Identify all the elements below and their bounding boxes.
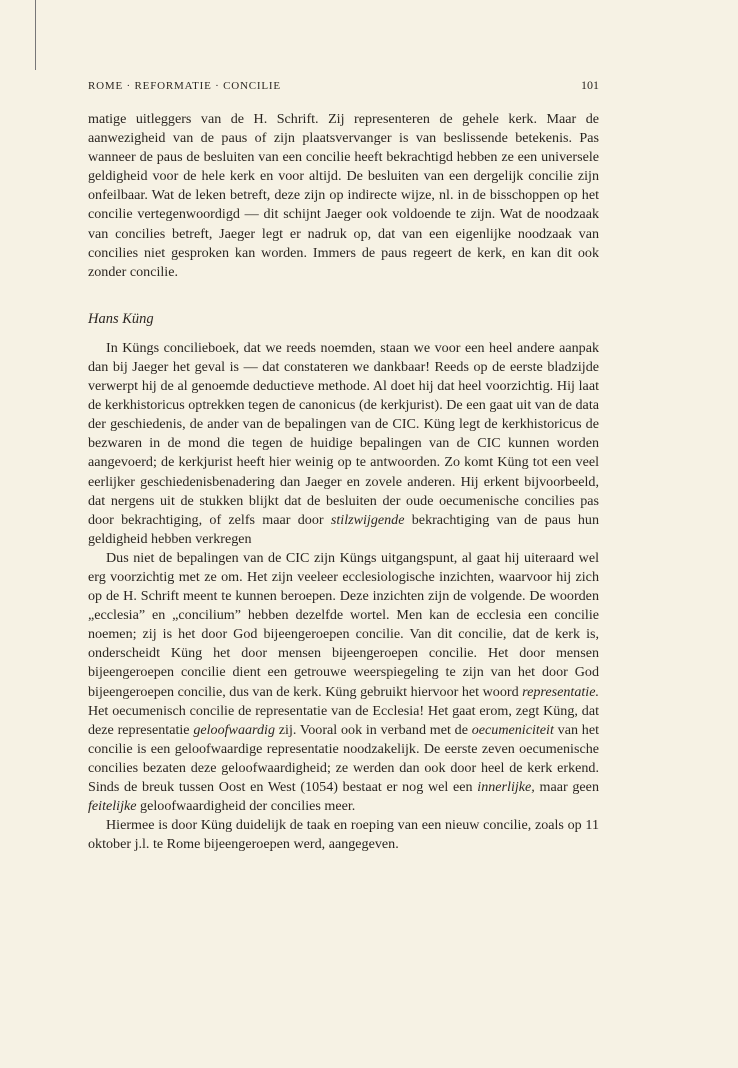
text-run: maar geen xyxy=(534,779,599,795)
scan-edge-line xyxy=(35,0,36,70)
text-run: geloofwaardigheid der concilies meer. xyxy=(136,798,356,815)
text-run: Het oecumenisch concilie de representatie van de Ecclesia! Het gaat erom, zegt Küng, dat deze representatie xyxy=(88,702,599,738)
text-run: Dus niet de bepalingen van de CIC zijn Küngs uitgangspunt, al gaat hij uiteraard wel erg voorzichtig met ze om. Het zijn veeleer ecclesiologische inzichten, waarvoor hij zich op de H. Schrift meent te kunnen beroepen. Deze inzichten zijn de volgende. De woorden „ecclesia” en „concilium” hebben dezelfde wortel. Men kan de ecclesia een concilie noemen; zij is het door God bijeengeroepen concilie. Van dit concilie, dat de kerk is, onderscheidt Küng het door mensen bijeengeroepen concilie. Het door mensen bijeengeroepen concilie dient een getrouwe weerspiegeling te zijn van het door God bijeengeroepen concilie, dus van de kerk. Küng gebruikt hiervoor het woord xyxy=(88,549,599,700)
paragraph-representation xyxy=(88,549,599,816)
text-run: bekrachtiging van de paus hun geldigheid hebben verkregen xyxy=(88,511,599,547)
text-run: van het concilie is een geloofwaardige representatie noodzakelijk. De eerste zeven oecumenische concilies bezaten deze geloofwaardigheid; ze werden dan ook door heel de kerk erkend. Sinds de breuk tussen Oost en West (1054) bestaat er nog wel een xyxy=(88,721,599,795)
emphasis-text: stilzwijgende xyxy=(330,511,405,528)
text-run: zij. Vooral ook in verband met de xyxy=(275,721,472,738)
emphasis-text: representatie. xyxy=(522,683,599,700)
running-head xyxy=(88,78,599,96)
emphasis-text: innerlijke, xyxy=(477,779,535,795)
paragraph-continuation: matige uitleggers van de H. Schrift. Zij representeren de gehele kerk. Maar de aanwezigheid van de paus of zijn plaatsvervanger is van beslissende betekenis. Pas wanneer de paus de besluiten van een concilie heeft bekrachtigd hebben ze een universele geldigheid voor de hele kerk en voor altijd. De besluiten van een dergelijk concilie zijn onfeilbaar. Wat de leken betreft, deze zijn op indirecte wijze, nl. in de bisschoppen op het concilie vertegenwoordigd — dit schijnt Jaeger ook voldoende te zijn. Wat de noodzaak van concilies betreft, Jaeger legt er nadruk op, dat van een eigenlijke noodzaak van concilies niet gesproken kan worden. Immers de paus regeert de kerk, en kan dit ook zonder concilie. xyxy=(88,111,599,280)
emphasis-text: oecumeniciteit xyxy=(471,721,554,738)
emphasis-text: feitelijke xyxy=(88,798,137,815)
page-number: 101 xyxy=(581,78,599,92)
body-text xyxy=(88,110,599,854)
section-title: Hans Küng xyxy=(88,310,154,327)
emphasis-text: geloofwaardig xyxy=(193,721,276,738)
paragraph-conclusion: Hiermee is door Küng duidelijk de taak en roeping van een nieuw concilie, zoals op 11 oktober j.l. te Rome bijeengeroepen werd, aangegeven. xyxy=(88,817,599,853)
text-run: In Küngs concilieboek, dat we reeds noemden, staan we voor een heel andere aanpak dan bij Jaeger het geval is — dat constateren we dankbaar! Reeds op de eerste bladzijde verwerpt hij de al genoemde deductieve methode. Al doet hij dat heel voorzichtig. Hij laat de kerkhistoricus optrekken tegen de canonicus (de kerkjurist). De een gaat uit van de data der geschiedenis, de ander van de bepalingen van de CIC. Küng legt de kerkhistoricus de bezwaren in de mond die tegen de huidige bepalingen van de CIC kunnen worden aangevoerd; de kerkjurist heeft hier weinig op te antwoorden. Zo komt Küng tot een veel eerlijker geschiedenisbenadering dan Jaeger en zovele anderen. Hij erkent bijvoorbeeld, dat nergens uit de stukken blijkt dat de besluiten der oude oecumenische concilies pas door bekrachtiging, of zelfs maar door xyxy=(88,339,599,528)
running-title: ROME · REFORMATIE · CONCILIE xyxy=(88,80,281,92)
paragraph-kung-intro xyxy=(88,339,599,549)
book-page xyxy=(88,78,599,854)
